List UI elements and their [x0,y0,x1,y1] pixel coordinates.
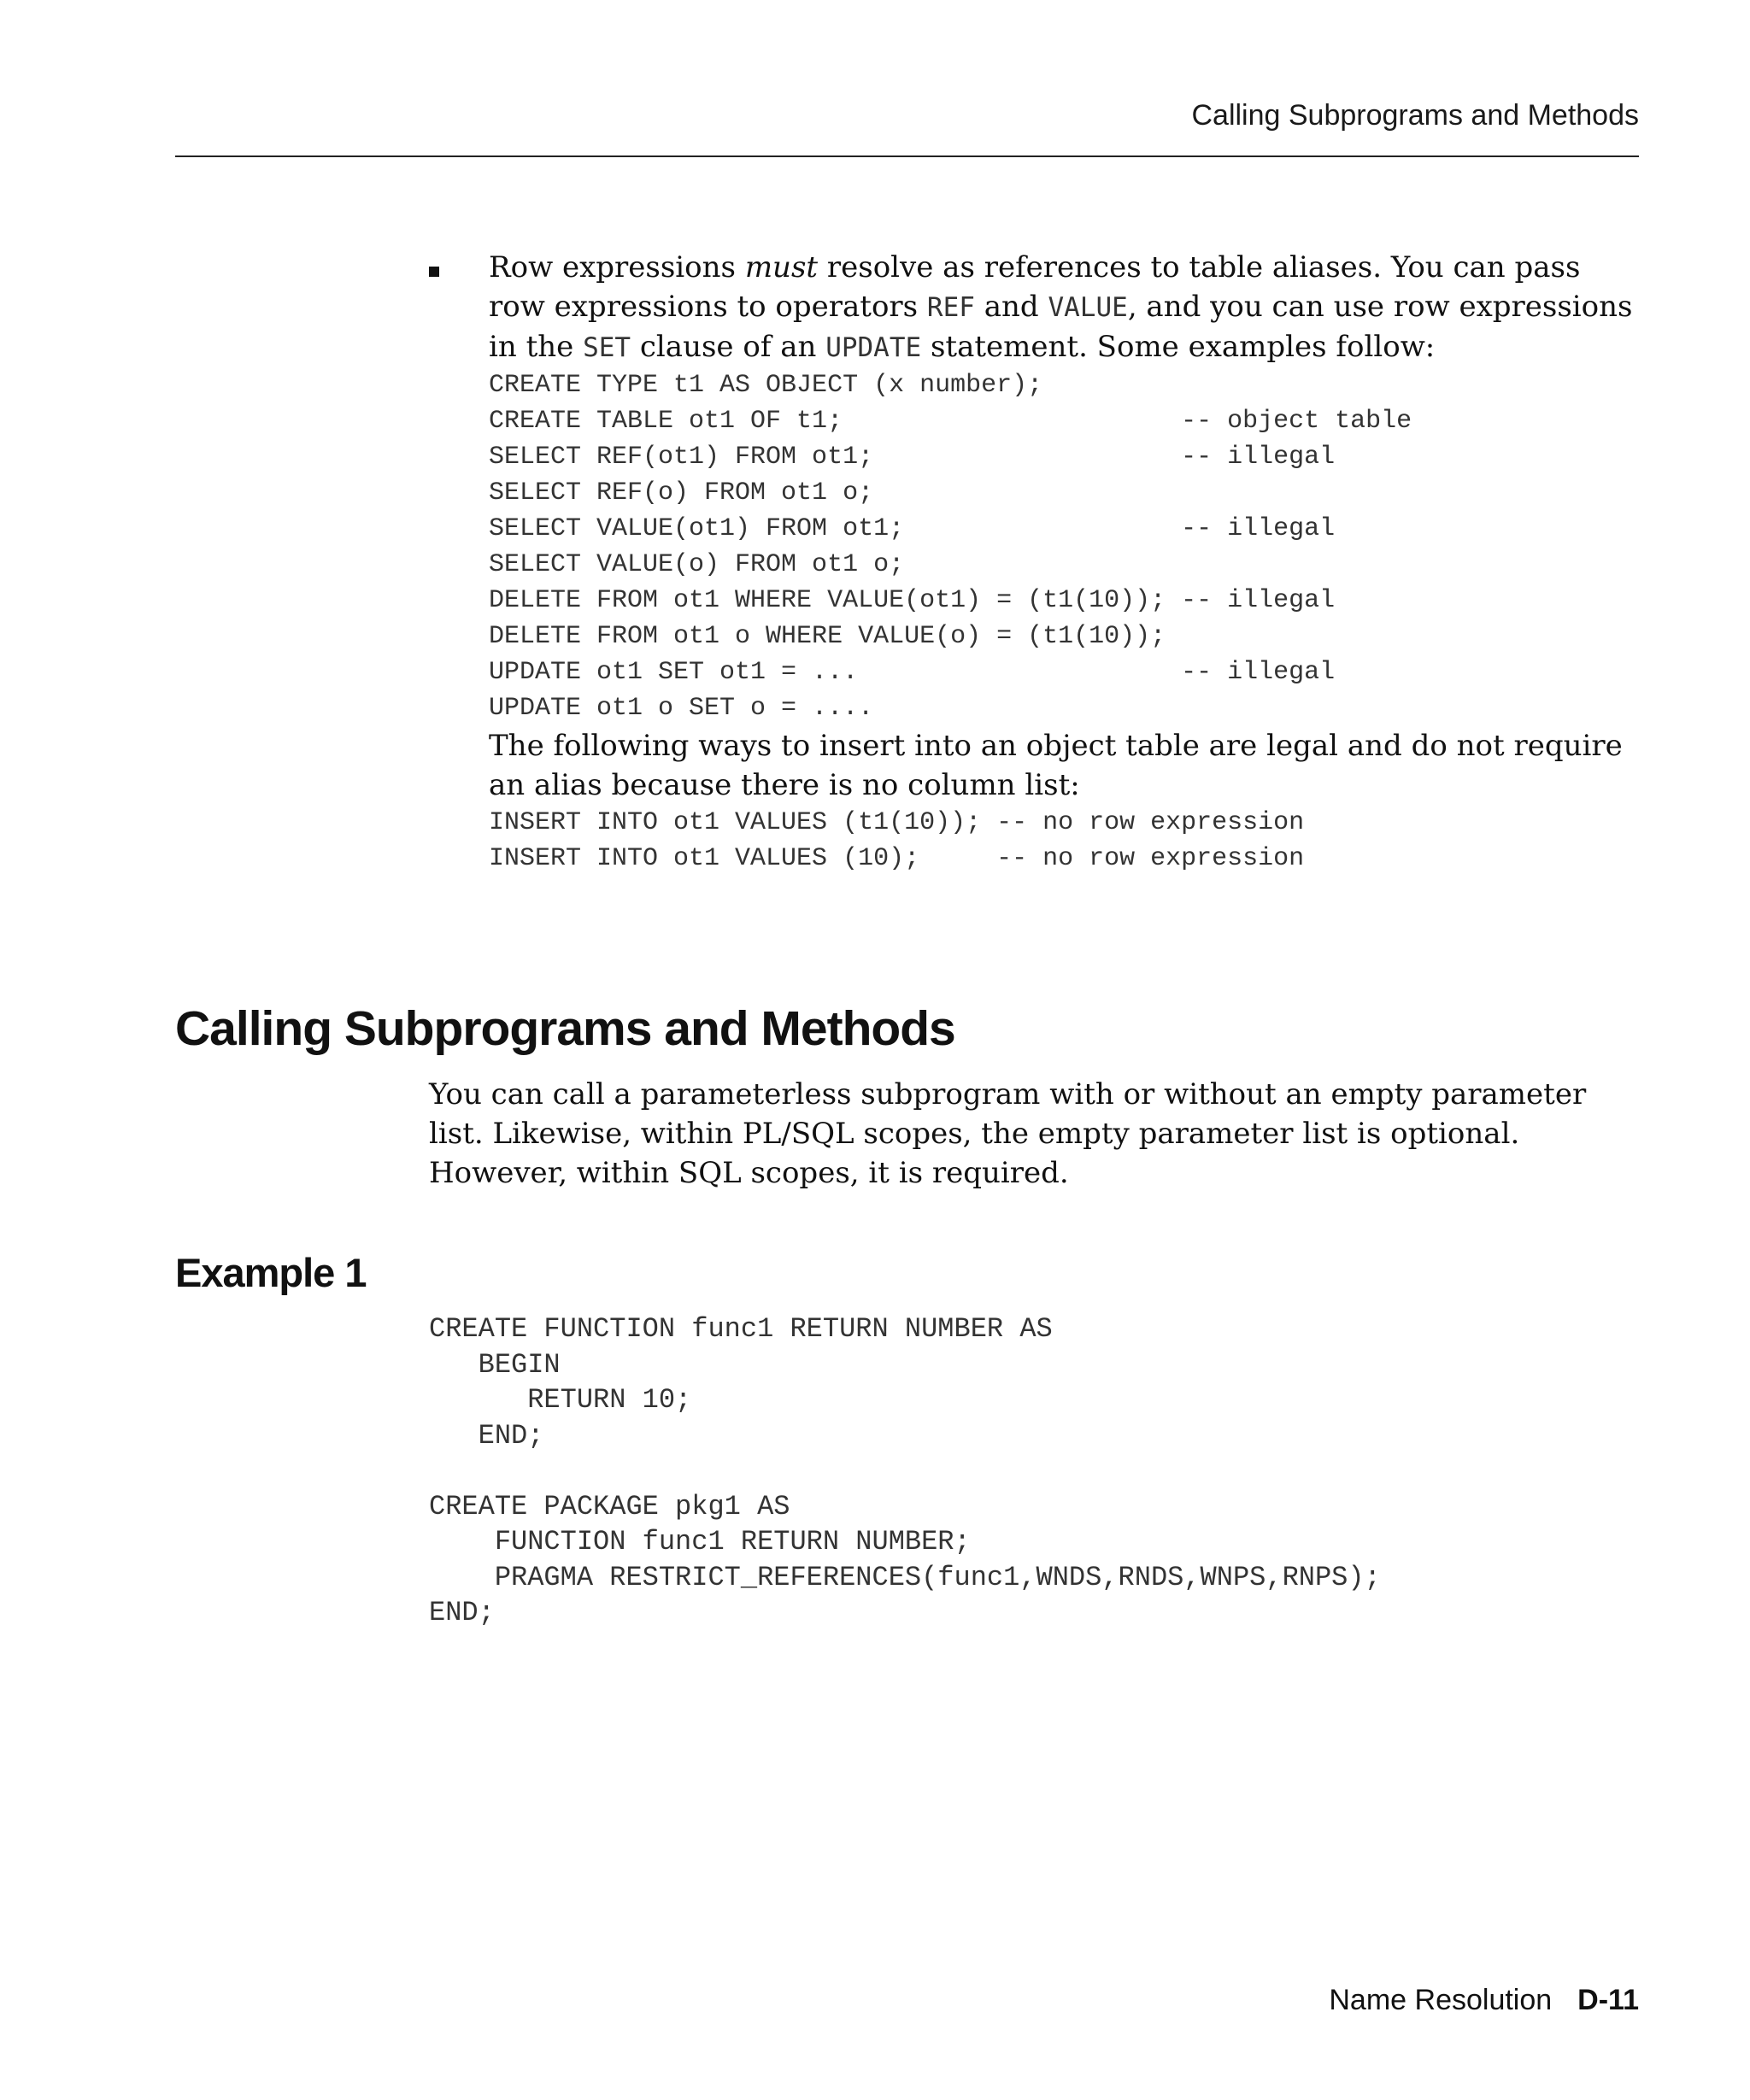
inline-code-set: SET [583,332,631,363]
insert-explanation: The following ways to insert into an object table are legal and do not require an alias because there is no column list: [489,729,1623,802]
inline-code-update: UPDATE [825,332,922,363]
text-run: resolve as references to table aliases. You can pass row expressions to operators [489,250,1581,324]
code-line: DELETE FROM ot1 WHERE VALUE(ot1) = (t1(10)); -- illegal [489,586,1336,615]
section-heading: Calling Subprograms and Methods [175,1001,955,1056]
code-line: DELETE FROM ot1 o WHERE VALUE(o) = (t1(10)); [489,622,1166,651]
code-block-row-expressions [489,367,1639,726]
code-line: END; [429,1597,495,1628]
bullet-marker-icon [429,267,439,277]
bullet-body [489,248,1639,877]
code-line: CREATE FUNCTION func1 RETURN NUMBER AS [429,1313,1053,1345]
code-line: INSERT INTO ot1 VALUES (10); -- no row expression [489,844,1305,873]
code-line: FUNCTION func1 RETURN NUMBER; [429,1526,971,1557]
code-line: END; [429,1419,544,1452]
page-number: D-11 [1577,1984,1639,2016]
text-run: and [974,290,1048,324]
section-paragraph: You can call a parameterless subprogram with or without an empty parameter list. Likewise, within PL/SQL scopes, the empty parameter list is optional. However, within SQL scopes, it is required. [429,1077,1587,1190]
bullet-item [429,248,1639,877]
bullet-paragraph [489,248,1639,367]
code-block-insert [489,805,1639,877]
code-line: BEGIN [429,1348,561,1381]
inline-code-value: VALUE [1048,292,1128,323]
code-line: INSERT INTO ot1 VALUES (t1(10)); -- no row expression [489,808,1305,837]
code-line: SELECT REF(ot1) FROM ot1; -- illegal [489,443,1336,472]
code-line: PRAGMA RESTRICT_REFERENCES(func1,WNDS,RNDS,WNPS,RNPS); [429,1561,1381,1593]
text-run: Row expressions [489,250,745,284]
code-line: CREATE PACKAGE pkg1 AS [429,1490,790,1522]
text-run: clause of an [631,330,826,364]
page-footer [1329,1986,1639,2015]
example-heading: Example 1 [175,1250,367,1295]
code-block-example-1 [429,1311,1381,1631]
code-line: SELECT VALUE(o) FROM ot1 o; [489,550,905,579]
code-line: SELECT VALUE(ot1) FROM ot1; -- illegal [489,514,1336,543]
code-line: CREATE TABLE ot1 OF t1; -- object table [489,407,1412,436]
code-line [429,1453,1381,1489]
code-line: RETURN 10; [429,1384,692,1416]
footer-chapter: Name Resolution [1329,1984,1553,2016]
inline-code-ref: REF [926,292,975,323]
code-line: SELECT REF(o) FROM ot1 o; [489,478,874,507]
code-line: UPDATE ot1 SET ot1 = ... -- illegal [489,658,1336,687]
code-line: UPDATE ot1 o SET o = .... [489,694,874,723]
header-rule [175,155,1639,157]
text-run: , and you can use row expressions in the [489,290,1633,364]
section-body [429,1075,1642,1193]
text-run: statement. Some examples follow: [921,330,1436,364]
emphasis-must: must [744,250,819,284]
code-line: CREATE TYPE t1 AS OBJECT (x number); [489,371,1043,400]
running-header: Calling Subprograms and Methods [1191,99,1639,132]
